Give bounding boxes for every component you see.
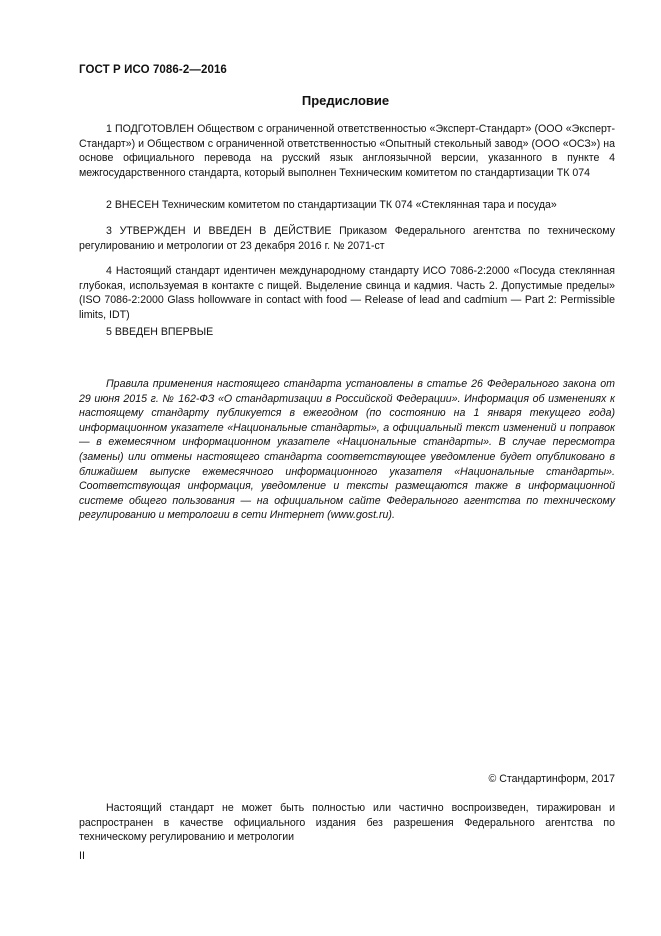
preface-item-5: 5 ВВЕДЕН ВПЕРВЫЕ [106, 326, 214, 338]
preface-item-2: 2 ВНЕСЕН Техническим комитетом по стандартизации ТК 074 «Стеклянная тара и посуда» [106, 199, 557, 211]
preface-item-4: 4 Настоящий стандарт идентичен международному стандарту ИСО 7086-2:2000 «Посуда стеклянная глубокая, используемая в контакте с пищей. Выделение свинца и кадмия. Часть 2. Допустимые пределы» (ISO 7086-2:2000 Glass hollowware in contact with food — Release of lead and cadmium — Part 2: Permissible limits, IDT) [79, 265, 615, 321]
preface-item-3: 3 УТВЕРЖДЕН И ВВЕДЕН В ДЕЙСТВИЕ Приказом Федерального агентства по техническому регулированию и метрологии от 23 декабря 2016 г. № 2071-ст [79, 225, 615, 252]
rights-notice: Настоящий стандарт не может быть полностью или частично воспроизведен, тиражирован и распространен в качестве официального издания без разрешения Федерального агентства по техническому регулированию и метрологии [79, 802, 615, 844]
page-number: II [79, 850, 85, 862]
copyright: © Стандартинформ, 2017 [488, 773, 615, 785]
application-notice: Правила применения настоящего стандарта установлены в статье 26 Федерального закона от 29 июня 2015 г. № 162-ФЗ «О стандартизации в Российской Федерации». Информация об изменениях к настоящему стандарту публикуется в ежегодном (по состоянию на 1 января текущего года) информационном указателе «Национальные стандарты», а официальный текст изменений и поправок — в ежемесячном информационном указателе «Национальные стандарты». В случае пересмотра (замены) или отмены настоящего стандарта соответствующее уведомление будет опубликовано в ближайшем выпуске ежемесячного информационного указателя «Национальные стандарты». Соответствующая информация, уведомление и тексты размещаются также в информационной системе общего пользования — на официальном сайте Федерального агентства по техническому регулированию и метрологии в сети Интернет (www.gost.ru). [79, 378, 615, 522]
preface-item-1: 1 ПОДГОТОВЛЕН Обществом с ограниченной ответственностью «Эксперт-Стандарт» (ООО «Эксперт-Стандарт») и Обществом с ограниченной ответственностью «Опытный стекольный завод» (ООО «ОСЗ») на основе официального перевода на русский язык англоязычной версии, указанного в пункте 4 межгосударственного стандарта, который выполнен Техническим комитетом по стандартизации ТК 074 [79, 123, 615, 179]
document-code: ГОСТ Р ИСО 7086-2—2016 [79, 64, 227, 76]
page-title: Предисловие [301, 93, 390, 108]
